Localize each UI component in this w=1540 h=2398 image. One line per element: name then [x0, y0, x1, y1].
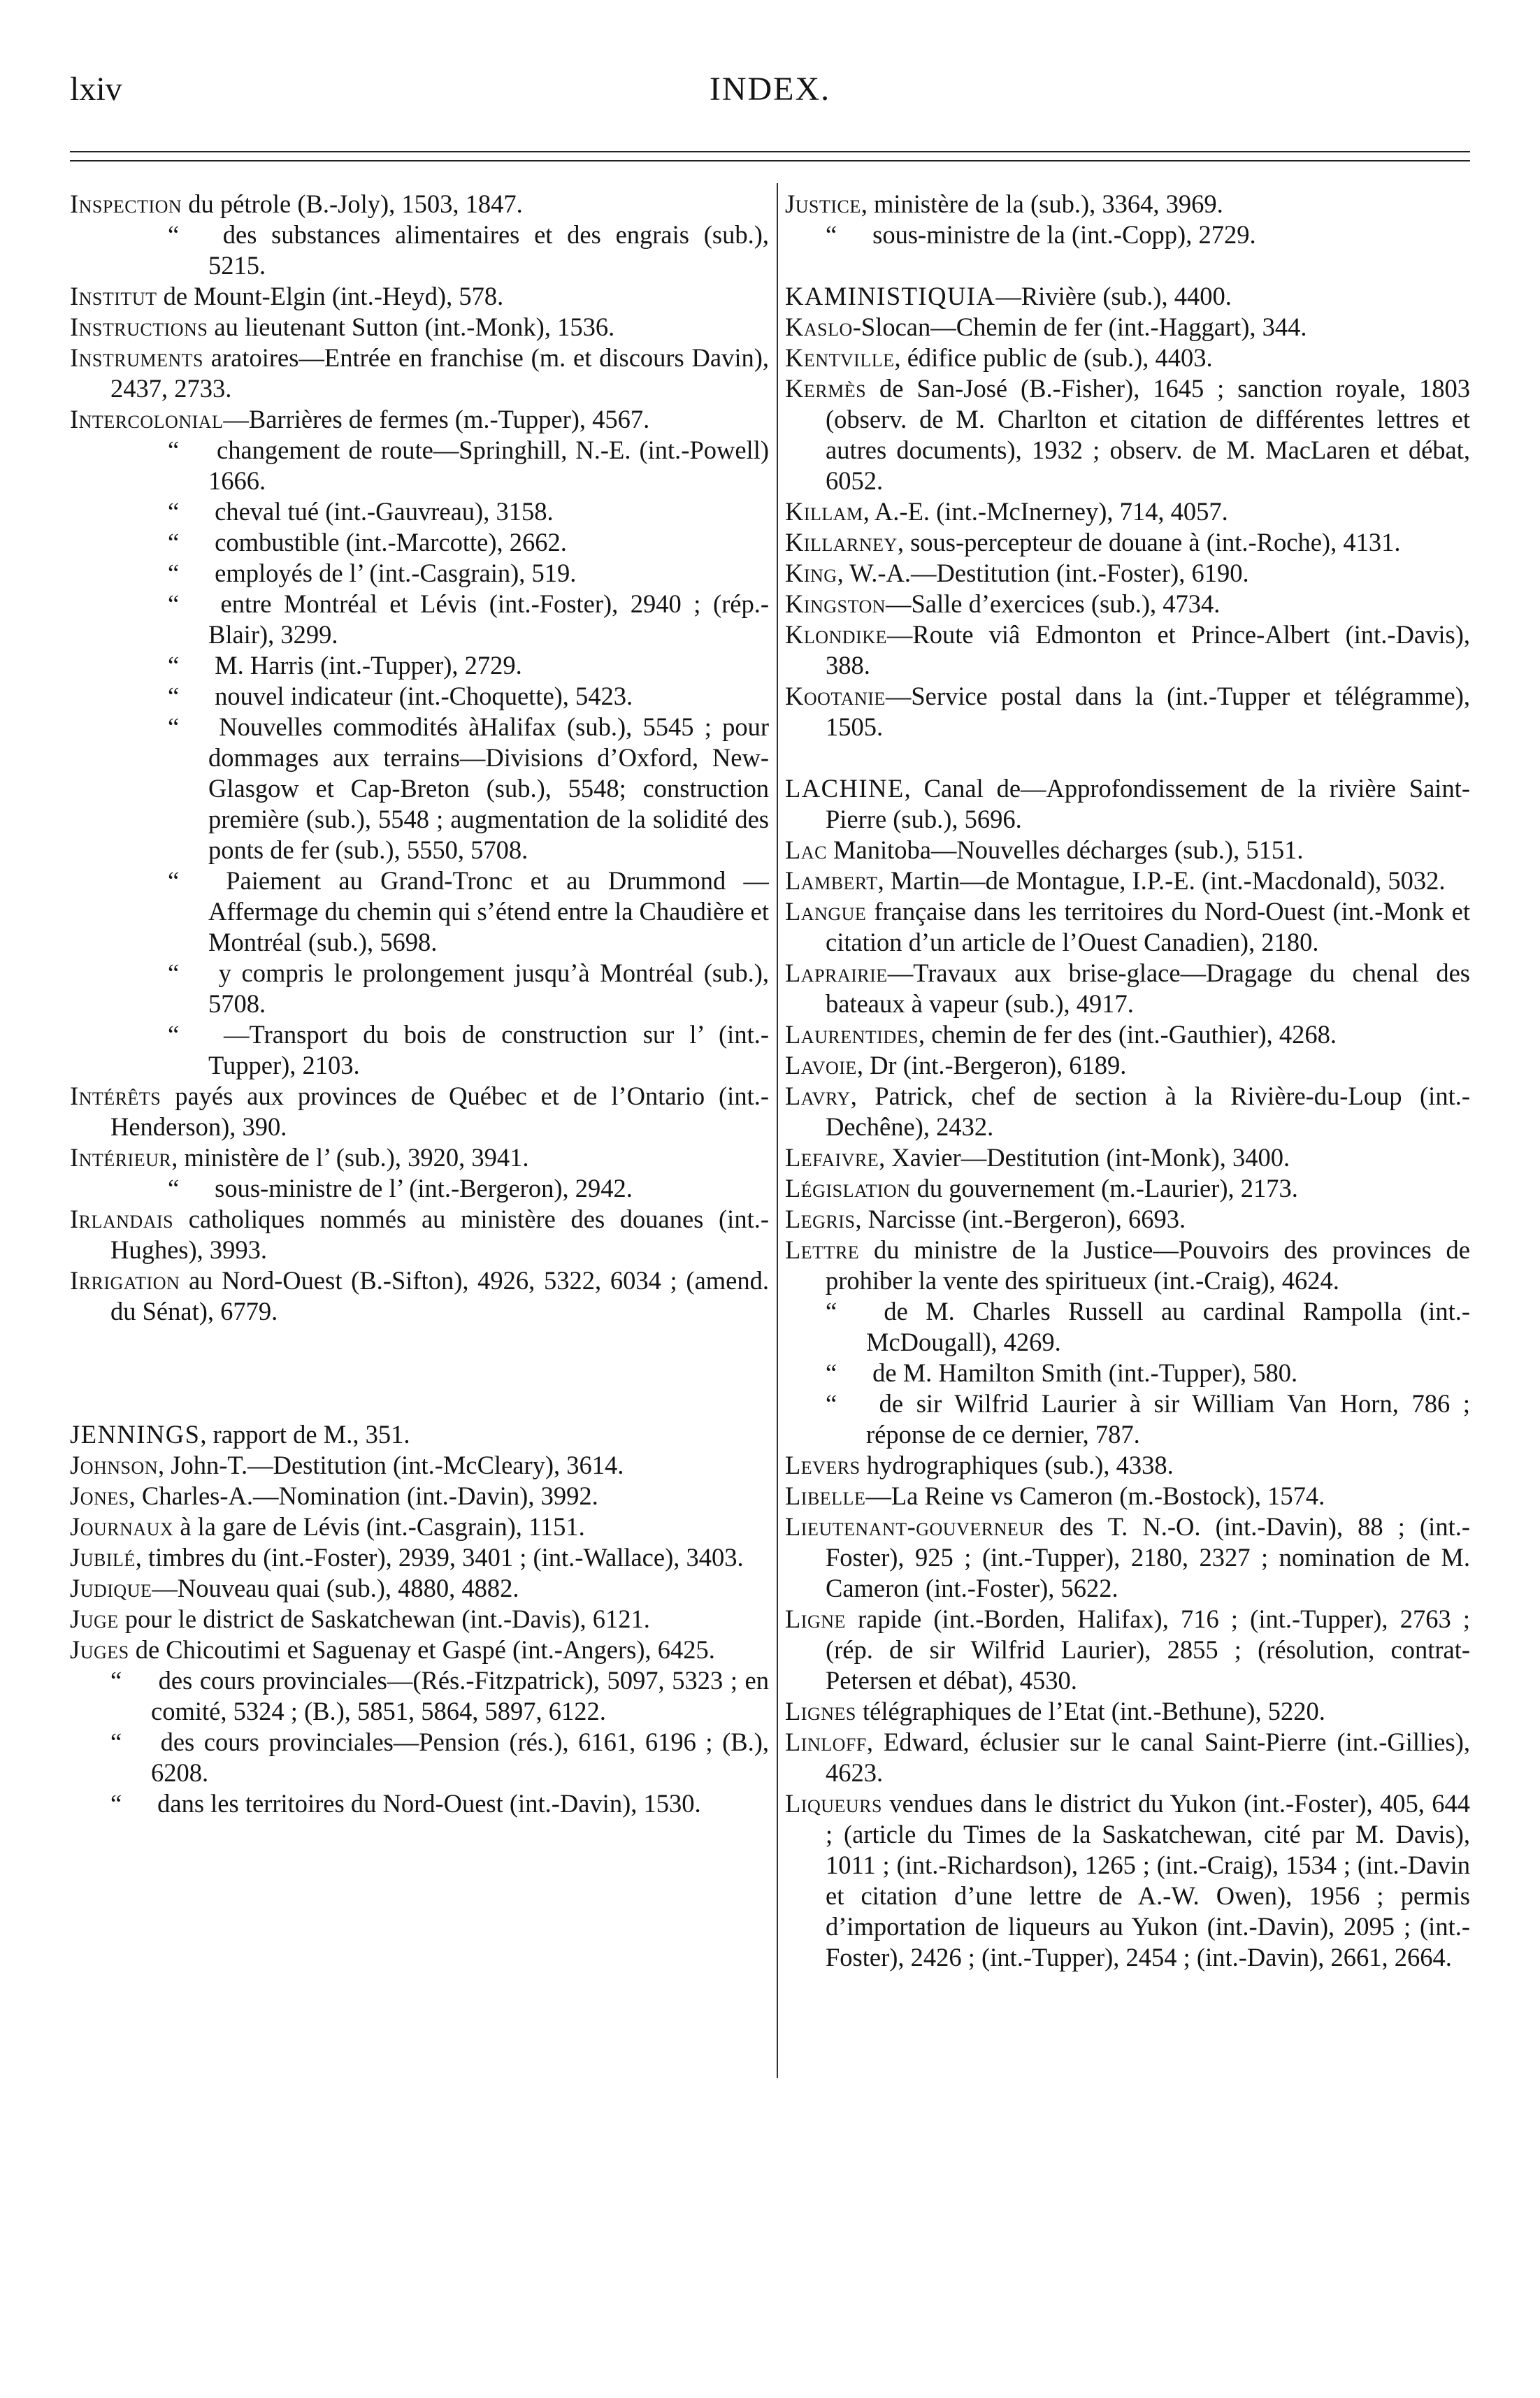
index-entry-key: Lavoie	[785, 1051, 857, 1079]
index-entry	[70, 1542, 769, 1573]
index-entry-text: nouvel indicateur (int.-Choquette), 5423.	[208, 682, 633, 710]
index-entry-key: JENNINGS	[70, 1420, 201, 1449]
page-number: lxiv	[70, 71, 122, 108]
ditto-mark: “	[826, 1358, 837, 1387]
ditto-mark: “	[168, 712, 180, 741]
header-rule-top	[70, 151, 1470, 152]
index-entry-text: des cours provinciales—(Rés.-Fitzpatrick), 5097, 5323 ; en comité, 5324 ; (B.), 5851, 5864, 5897, 6122.	[151, 1666, 769, 1725]
index-entry-text: au lieutenant Sutton (int.-Monk), 1536.	[208, 313, 615, 341]
index-entry-text: Manitoba—Nouvelles décharges (sub.), 5151.	[826, 835, 1304, 864]
index-entry-text: changement de route—Springhill, N.-E. (int.-Powell) 1666.	[208, 436, 769, 495]
index-entry-key: Irrigation	[70, 1266, 180, 1295]
section-gap	[785, 250, 1470, 281]
index-entry	[70, 681, 769, 712]
index-entry-text: —Transport du bois de construction sur l’ (int.-Tupper), 2103.	[208, 1020, 769, 1079]
index-entry	[785, 681, 1470, 742]
index-entry-text: , W.-A.—Destitution (int.-Foster), 6190.	[837, 559, 1249, 587]
index-entry-text: télégraphiques de l’Etat (int.-Bethune), 5220.	[856, 1697, 1325, 1725]
index-entry-key: Linloff	[785, 1728, 867, 1756]
index-entry-text: rapide (int.-Borden, Halifax), 716 ; (int.-Tupper), 2763 ; (rép. de sir Wilfrid Laurier), 2855 ; (résolution, contrat-Petersen et débat), 4530.	[826, 1604, 1470, 1695]
index-entry	[785, 1204, 1470, 1235]
index-entry-key: Intérieur	[70, 1143, 172, 1172]
index-entry-key: Juge	[70, 1604, 119, 1633]
index-entry-text: de Mount-Elgin (int.-Heyd), 578.	[157, 282, 504, 310]
index-entry	[70, 1419, 769, 1450]
index-entry-text: —Rivière (sub.), 4400.	[995, 282, 1232, 310]
index-entry	[70, 589, 769, 650]
index-entry	[70, 1481, 769, 1512]
index-entry	[70, 866, 769, 958]
index-entry-key: Klondike	[785, 620, 887, 649]
index-entry	[70, 343, 769, 404]
index-column-right	[785, 189, 1470, 2363]
index-entry-text: de M. Charles Russell au cardinal Rampolla (int.-McDougall), 4269.	[866, 1297, 1470, 1356]
index-entry	[70, 1665, 769, 1727]
index-entry	[785, 1296, 1470, 1358]
index-entry-text: combustible (int.-Marcotte), 2662.	[208, 528, 567, 557]
index-entry-text: —Salle d’exercices (sub.), 4734.	[886, 589, 1221, 618]
index-entry-text: , Patrick, chef de section à la Rivière-du-Loup (int.-Dechêne), 2432.	[826, 1082, 1470, 1141]
index-entry-key: King	[785, 559, 837, 587]
page-header	[0, 0, 1540, 140]
index-entry	[785, 1512, 1470, 1604]
index-entry-text: , édifice public de (sub.), 4403.	[894, 343, 1213, 372]
index-entry-text: française dans les territoires du Nord-Ouest (int.-Monk et citation d’un article de l’Ouest Canadien), 2180.	[826, 897, 1470, 956]
index-entry-key: Kaslo	[785, 313, 853, 341]
index-entry	[70, 1173, 769, 1204]
index-entry	[785, 189, 1470, 220]
ditto-mark: “	[168, 528, 180, 557]
index-entry-key: Kootanie	[785, 682, 886, 710]
index-entry	[70, 435, 769, 496]
index-entry	[70, 1450, 769, 1481]
ditto-mark: “	[168, 1174, 180, 1202]
index-entry	[70, 1604, 769, 1635]
index-entry-text: , Xavier—Destitution (int-Monk), 3400.	[879, 1143, 1290, 1172]
index-entry-text: cheval tué (int.-Gauvreau), 3158.	[208, 497, 554, 526]
index-entry-key: Lavry	[785, 1082, 851, 1110]
ditto-mark: “	[110, 1728, 122, 1756]
ditto-mark: “	[826, 1389, 837, 1418]
index-entry-text: du gouvernement (m.-Laurier), 2173.	[910, 1174, 1298, 1202]
ditto-mark: “	[168, 497, 180, 526]
ditto-mark: “	[168, 959, 180, 987]
index-entry-key: Kermès	[785, 374, 867, 403]
index-entry	[785, 312, 1470, 343]
section-gap	[785, 742, 1470, 773]
ditto-mark: “	[110, 1666, 122, 1695]
index-entry-text: dans les territoires du Nord-Ouest (int.-Davin), 1530.	[151, 1789, 701, 1818]
index-entry-text: , timbres du (int.-Foster), 2939, 3401 ; (int.-Wallace), 3403.	[135, 1543, 744, 1572]
index-entry	[70, 1204, 769, 1265]
index-entry-text: , sous-percepteur de douane à (int.-Roche), 4131.	[897, 528, 1401, 557]
index-entry	[785, 1696, 1470, 1727]
index-entry-key: Kingston	[785, 589, 886, 618]
ditto-mark: “	[168, 682, 180, 710]
index-entry-key: Johnson	[70, 1451, 159, 1479]
index-entry	[70, 1573, 769, 1604]
index-entry	[785, 281, 1470, 312]
index-entry-key: Lettre	[785, 1235, 860, 1264]
index-entry-text: , Narcisse (int.-Bergeron), 6693.	[855, 1205, 1186, 1233]
index-entry-key: Irlandais	[70, 1205, 174, 1233]
index-entry-text: , A.-E. (int.-McInerney), 714, 4057.	[863, 497, 1228, 526]
index-entry-key: Kentville	[785, 343, 895, 372]
index-entry	[785, 1081, 1470, 1142]
index-entry-text: —La Reine vs Cameron (m.-Bostock), 1574.	[865, 1481, 1325, 1510]
index-entry	[785, 1019, 1470, 1050]
header-rule-bottom	[70, 160, 1470, 161]
index-entry-text: du pétrole (B.-Joly), 1503, 1847.	[182, 189, 523, 218]
index-entry-text: aratoires—Entrée en franchise (m. et discours Davin), 2437, 2733.	[110, 343, 769, 403]
index-entry-key: LACHINE	[785, 774, 905, 803]
index-entry	[785, 527, 1470, 558]
ditto-mark: “	[168, 559, 180, 587]
index-entry-key: Killarney	[785, 528, 898, 557]
index-entry-key: Justice	[785, 189, 861, 218]
index-entry	[785, 1450, 1470, 1481]
index-entry	[785, 1604, 1470, 1696]
index-entry	[70, 650, 769, 681]
index-entry-key: Inspection	[70, 189, 182, 218]
index-entry-key: Institut	[70, 282, 157, 310]
index-entry-key: Lignes	[785, 1697, 856, 1725]
index-entry-key: Juges	[70, 1635, 129, 1664]
index-entry	[785, 896, 1470, 958]
index-entry-key: Instructions	[70, 313, 208, 341]
index-entry-key: Libelle	[785, 1481, 866, 1510]
ditto-mark: “	[168, 651, 180, 680]
index-entry-text: y compris le prolongement jusqu’à Montréal (sub.), 5708.	[208, 959, 769, 1018]
index-entry	[785, 220, 1470, 250]
index-entry-text: entre Montréal et Lévis (int.-Foster), 2940 ; (rép.-Blair), 3299.	[208, 589, 769, 649]
ditto-mark: “	[826, 1297, 837, 1326]
index-entry	[70, 1512, 769, 1542]
index-entry	[785, 1388, 1470, 1450]
index-entry-text: , ministère de l’ (sub.), 3920, 3941.	[171, 1143, 529, 1172]
index-entry	[70, 281, 769, 312]
index-entry-text: des substances alimentaires et des engrais (sub.), 5215.	[208, 220, 769, 280]
index-entry-text: , Martin—de Montague, I.P.-E. (int.-Macdonald), 5032.	[877, 866, 1446, 895]
index-entry-text: sous-ministre de l’ (int.-Bergeron), 2942.	[208, 1174, 633, 1202]
index-entry	[785, 619, 1470, 681]
index-entry-text: , chemin de fer des (int.-Gauthier), 4268.	[919, 1020, 1337, 1049]
index-entry-key: Lambert	[785, 866, 878, 895]
index-entry-text: —Nouveau quai (sub.), 4880, 4882.	[152, 1574, 519, 1602]
index-entry	[70, 1265, 769, 1327]
index-entry	[785, 1788, 1470, 1973]
index-entry-key: Jones	[70, 1481, 129, 1510]
index-entry-key: Lieutenant-gouverneur	[785, 1512, 1045, 1541]
index-entry-text: de M. Hamilton Smith (int.-Tupper), 580.	[866, 1358, 1298, 1387]
index-entry	[70, 1635, 769, 1665]
index-entry	[70, 1788, 769, 1819]
index-entry	[785, 1481, 1470, 1512]
index-entry-text: payés aux provinces de Québec et de l’Ontario (int.-Henderson), 390.	[110, 1082, 769, 1141]
index-entry	[785, 1235, 1470, 1296]
index-entry	[70, 558, 769, 589]
index-entry-text: au Nord-Ouest (B.-Sifton), 4926, 5322, 6034 ; (amend. du Sénat), 6779.	[110, 1266, 769, 1326]
ditto-mark: “	[168, 220, 180, 249]
index-entry-text: des cours provinciales—Pension (rés.), 6161, 6196 ; (B.), 6208.	[151, 1728, 769, 1787]
index-entry-text: , Charles-A.—Nomination (int.-Davin), 3992.	[129, 1481, 598, 1510]
index-entry-text: à la gare de Lévis (int.-Casgrain), 1151.	[173, 1512, 585, 1541]
ditto-mark: “	[168, 1020, 180, 1049]
index-entry-key: KAMINISTIQUIA	[785, 282, 996, 310]
column-divider	[777, 183, 778, 2078]
index-entry-key: Législation	[785, 1174, 911, 1202]
index-entry-text: —Travaux aux brise-glace—Dragage du chenal des bateaux à vapeur (sub.), 4917.	[826, 959, 1470, 1018]
index-entry-key: Lac	[785, 835, 827, 864]
index-entry-text: , rapport de M., 351.	[200, 1420, 410, 1449]
index-entry	[70, 189, 769, 220]
index-entry-text: de sir Wilfrid Laurier à sir William Van Horn, 786 ; réponse de ce dernier, 787.	[866, 1389, 1470, 1449]
index-entry	[70, 958, 769, 1019]
index-entry-key: Ligne	[785, 1604, 846, 1633]
index-entry-text: hydrographiques (sub.), 4338.	[860, 1451, 1174, 1479]
index-entry-key: Intercolonial	[70, 405, 224, 433]
index-entry-key: Levers	[785, 1451, 861, 1479]
index-entry-text: Paiement au Grand-Tronc et au Drummond — Affermage du chemin qui s’étend entre la Chaudière et Montréal (sub.), 5698.	[208, 866, 769, 956]
index-entry-text: —Barrières de fermes (m.-Tupper), 4567.	[223, 405, 650, 433]
page-title: INDEX.	[709, 71, 831, 108]
index-entry-key: Laurentides	[785, 1020, 919, 1049]
index-entry-key: Journaux	[70, 1512, 174, 1541]
index-entry-text: , John-T.—Destitution (int.-McCleary), 3614.	[158, 1451, 624, 1479]
index-entry	[785, 1727, 1470, 1788]
index-entry	[785, 1358, 1470, 1388]
index-entry	[785, 589, 1470, 619]
ditto-mark: “	[826, 220, 837, 249]
index-entry	[70, 527, 769, 558]
index-entry	[785, 1142, 1470, 1173]
ditto-mark: “	[168, 866, 180, 895]
index-entry-text: vendues dans le district du Yukon (int.-Foster), 405, 644 ; (article du Times de la Saskatchewan, cité par M. Davis), 1011 ; (int.-Richardson), 1265 ; (int.-Craig), 1534 ; (int.-Davin et citation d’une lettre de A.-W. Owen), 1956 ; permis d’importation de liqueurs au Yukon (int.-Davin), 2095 ; (int.-Foster), 2426 ; (int.-Tupper), 2454 ; (int.-Davin), 2661, 2664.	[826, 1789, 1470, 1972]
index-entry-text: catholiques nommés au ministère des douanes (int.-Hughes), 3993.	[110, 1205, 769, 1264]
index-entry-text: de San-José (B.-Fisher), 1645 ; sanction royale, 1803 (observ. de M. Charlton et citation de différentes lettres et autres documents), 1932 ; observ. de M. MacLaren et débat, 6052.	[826, 374, 1470, 495]
index-entry	[70, 220, 769, 281]
index-entry-text: —Service postal dans la (int.-Tupper et télégramme), 1505.	[826, 682, 1470, 741]
index-entry	[785, 1173, 1470, 1204]
index-entry-key: Judique	[70, 1574, 152, 1602]
index-entry-text: employés de l’ (int.-Casgrain), 519.	[208, 559, 577, 587]
section-gap	[70, 1327, 769, 1419]
index-entry	[785, 373, 1470, 496]
index-entry	[70, 1081, 769, 1142]
index-entry-text: des T. N.-O. (int.-Davin), 88 ; (int.-Foster), 925 ; (int.-Tupper), 2180, 2327 ; nomination de M. Cameron (int.-Foster), 5622.	[826, 1512, 1470, 1602]
index-entry-text: , Edward, éclusier sur le canal Saint-Pierre (int.-Gillies), 4623.	[826, 1728, 1470, 1787]
ditto-mark: “	[110, 1789, 122, 1818]
index-entry	[785, 958, 1470, 1019]
index-entry-text: de Chicoutimi et Saguenay et Gaspé (int.-Angers), 6425.	[129, 1635, 715, 1664]
index-column-left	[70, 189, 769, 2363]
index-entry	[70, 404, 769, 435]
index-entry-text: , Canal de—Approfondissement de la rivière Saint-Pierre (sub.), 5696.	[826, 774, 1470, 833]
index-entry	[785, 1050, 1470, 1081]
index-entry-text: M. Harris (int.-Tupper), 2729.	[208, 651, 522, 680]
index-entry-text: , Dr (int.-Bergeron), 6189.	[856, 1051, 1127, 1079]
index-entry-key: Laprairie	[785, 959, 888, 987]
index-entry	[785, 835, 1470, 866]
index-entry-key: Instruments	[70, 343, 204, 372]
ditto-mark: “	[168, 436, 180, 464]
index-entry	[70, 312, 769, 343]
index-entry	[785, 773, 1470, 835]
index-entry-text: Nouvelles commodités àHalifax (sub.), 5545 ; pour dommages aux terrains—Divisions d’Oxford, New-Glasgow et Cap-Breton (sub.), 5548; construction première (sub.), 5548 ; augmentation de la solidité des ponts de fer (sub.), 5550, 5708.	[208, 712, 769, 864]
index-entry-key: Legris	[785, 1205, 856, 1233]
index-entry	[70, 712, 769, 866]
index-entry-key: Lefaivre	[785, 1143, 879, 1172]
index-entry-text: -Slocan—Chemin de fer (int.-Haggart), 344.	[852, 313, 1307, 341]
index-entry-key: Jubilé	[70, 1543, 136, 1572]
index-entry	[785, 558, 1470, 589]
index-entry	[70, 496, 769, 527]
index-entry	[70, 1019, 769, 1081]
index-entry	[785, 343, 1470, 373]
index-entry-key: Langue	[785, 897, 867, 926]
index-entry-text: , ministère de la (sub.), 3364, 3969.	[861, 189, 1223, 218]
index-entry	[785, 496, 1470, 527]
index-entry-key: Liqueurs	[785, 1789, 882, 1818]
index-entry-text: pour le district de Saskatchewan (int.-Davis), 6121.	[118, 1604, 650, 1633]
index-entry	[70, 1727, 769, 1788]
index-entry-text: du ministre de la Justice—Pouvoirs des provinces de prohiber la vente des spiritueux (int.-Craig), 4624.	[826, 1235, 1470, 1295]
index-entry	[70, 1142, 769, 1173]
index-entry-key: Intérêts	[70, 1082, 161, 1110]
index-entry-key: Killam	[785, 497, 863, 526]
index-entry-text: sous-ministre de la (int.-Copp), 2729.	[866, 220, 1256, 249]
index-entry-text: —Route viâ Edmonton et Prince-Albert (int.-Davis), 388.	[826, 620, 1470, 680]
ditto-mark: “	[168, 589, 180, 618]
index-entry	[785, 866, 1470, 896]
